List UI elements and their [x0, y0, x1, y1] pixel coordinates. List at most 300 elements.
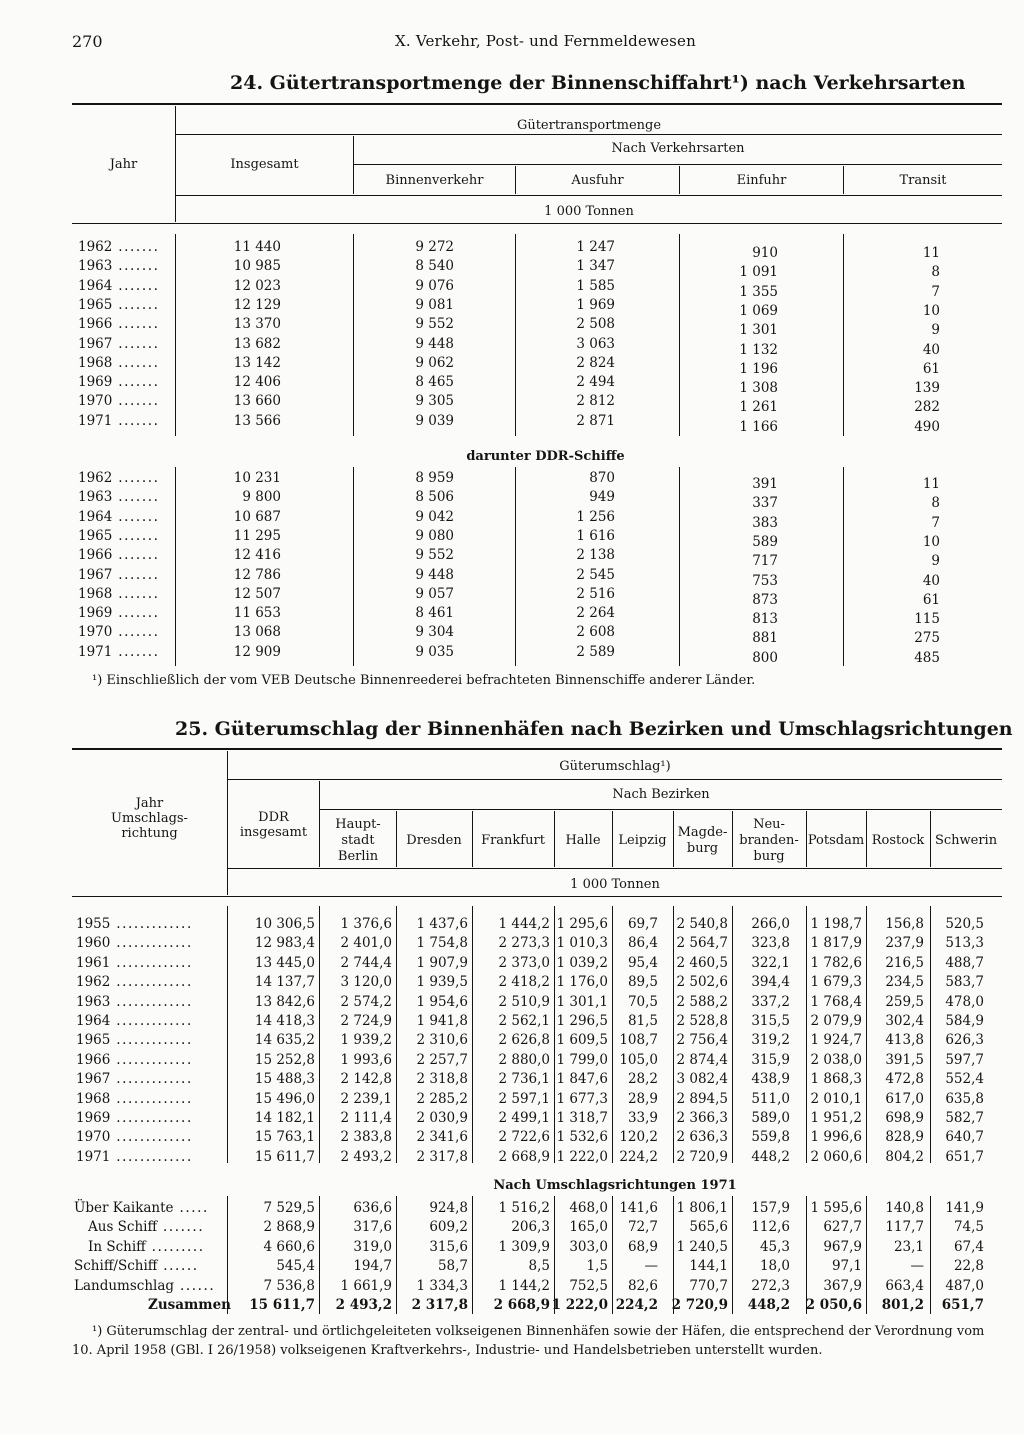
table-cell: 10 231	[233, 470, 281, 486]
table-cell: 282	[914, 399, 940, 416]
table-cell: 1 679,3	[810, 974, 862, 991]
table-cell: 2 493,2	[335, 1297, 392, 1313]
table-cell: 2 545	[576, 566, 615, 583]
column-divider	[319, 906, 320, 1163]
table-cell: 15 611,7	[249, 1297, 315, 1313]
table-25-footnote-line-1: ¹) Güterumschlag der zentral- und örtlichgeleiteten volkseigenen Binnenhäfen sowie der Häfen, die entsprechend der Verordnung vom	[92, 1324, 985, 1339]
table-cell: 583,7	[945, 974, 984, 991]
table-cell: 112,6	[751, 1219, 790, 1236]
table-cell: 1 347	[576, 258, 615, 275]
column-group-header: Gütertransportmenge	[516, 118, 662, 133]
table-cell: 303,0	[569, 1238, 608, 1255]
table-cell: 115	[914, 611, 940, 628]
table-cell: 13 445,0	[254, 954, 315, 971]
row-label-year	[76, 994, 193, 1011]
row-label-year	[78, 316, 160, 333]
year: 1966	[76, 1051, 111, 1068]
table-cell: 1 334,3	[416, 1277, 468, 1294]
table-cell: 1 444,2	[498, 916, 550, 932]
row-label-year	[76, 935, 193, 952]
table-cell: 302,4	[885, 1013, 924, 1029]
table-cell: 1 939,5	[416, 974, 468, 991]
column-divider	[319, 1196, 320, 1314]
table-cell: 752,5	[569, 1277, 608, 1294]
table-cell: 1 532,6	[556, 1129, 608, 1146]
table-cell: 698,9	[885, 1110, 924, 1126]
column-divider	[353, 467, 354, 666]
table-cell: 1 969	[576, 296, 615, 313]
table-cell: 81,5	[627, 1013, 658, 1029]
rule	[176, 195, 1002, 196]
table-cell: 9 042	[415, 508, 454, 525]
table-cell: 2 564,7	[676, 935, 728, 952]
table-cell: 1 240,5	[676, 1238, 728, 1255]
column-divider	[396, 906, 397, 1163]
direction-name: Zusammen	[148, 1297, 231, 1313]
table-cell: 2 574,2	[340, 993, 392, 1010]
table-cell: 337,2	[751, 993, 790, 1010]
table-cell: 68,9	[627, 1238, 658, 1255]
table-cell: 337	[752, 495, 778, 512]
table-cell: 2 317,8	[411, 1297, 468, 1313]
year: 1970	[78, 624, 113, 641]
table-cell: 804,2	[885, 1148, 924, 1165]
table-cell: 2 668,9	[493, 1297, 550, 1313]
table-cell: 873	[752, 591, 778, 608]
table-cell: 12 023	[233, 277, 281, 294]
table-cell: 224,2	[619, 1148, 658, 1165]
leader-dots: .......	[112, 566, 160, 583]
table-cell: 1 939,2	[340, 1032, 392, 1049]
table-cell: 2 079,9	[810, 1013, 862, 1029]
table-cell: 141,9	[945, 1200, 984, 1216]
table-cell: 13 682	[233, 335, 281, 352]
column-header-bezirk: Magde-	[677, 825, 728, 840]
table-cell: 15 496,0	[254, 1090, 315, 1107]
table-cell: 141,6	[619, 1200, 658, 1216]
table-cell: 10 687	[233, 508, 281, 525]
table-cell: 8	[931, 264, 940, 281]
table-cell: 520,5	[945, 916, 984, 932]
table-cell: 367,9	[823, 1277, 862, 1294]
table-cell: 70,5	[627, 993, 658, 1010]
year: 1964	[78, 508, 113, 525]
row-label-year	[78, 336, 160, 353]
column-header-ddr: insgesamt	[239, 825, 308, 840]
table-cell: 317,6	[353, 1219, 392, 1236]
table-cell: 584,9	[945, 1013, 984, 1029]
table-cell: 8 465	[415, 374, 454, 391]
table-cell: 2 589	[576, 643, 615, 660]
year: 1965	[78, 296, 113, 313]
table-cell: 468,0	[569, 1200, 608, 1216]
table-cell: 28,2	[627, 1071, 658, 1088]
column-header-bezirk: Frankfurt	[481, 833, 545, 848]
table-cell: 45,3	[759, 1238, 790, 1255]
column-divider	[673, 906, 674, 1163]
table-cell: 11 440	[233, 239, 281, 255]
row-label-year	[78, 239, 160, 256]
table-cell: 1 132	[739, 341, 778, 358]
table-cell: 12 507	[233, 585, 281, 602]
table-cell: 1 924,7	[810, 1032, 862, 1049]
table-cell: 413,8	[885, 1032, 924, 1049]
table-cell: 1 198,7	[810, 916, 862, 932]
leader-dots: .............	[110, 1148, 193, 1165]
column-header-insgesamt: Insgesamt	[230, 157, 299, 172]
table-cell: 1 951,2	[810, 1110, 862, 1126]
table-cell: 319,2	[751, 1032, 790, 1049]
table-cell: 140,8	[885, 1200, 924, 1216]
unit-label: 1 000 Tonnen	[570, 877, 660, 892]
leader-dots: .............	[110, 935, 193, 952]
column-header-bezirk: Haupt-	[335, 817, 381, 832]
year: 1970	[78, 393, 113, 410]
direction-name: Schiff/Schiff	[74, 1258, 158, 1275]
table-cell: 2 318,8	[416, 1071, 468, 1088]
table-cell: 3 120,0	[340, 974, 392, 991]
column-divider	[175, 234, 176, 436]
table-cell: 74,5	[953, 1219, 984, 1236]
row-label-year	[78, 547, 160, 564]
leader-dots: .......	[112, 258, 160, 275]
table-cell: 640,7	[945, 1129, 984, 1146]
table-cell: 813	[752, 611, 778, 628]
column-divider	[554, 906, 555, 1163]
column-divider	[930, 906, 931, 1163]
leader-dots: .......	[112, 354, 160, 371]
row-label-year	[78, 644, 160, 661]
table-cell: 8 540	[415, 258, 454, 275]
table-cell: 156,8	[885, 916, 924, 932]
year: 1962	[78, 470, 113, 486]
table-cell: 1 806,1	[676, 1200, 728, 1216]
row-label-year	[78, 413, 160, 430]
year: 1962	[76, 974, 111, 991]
leader-dots: .............	[110, 1071, 193, 1088]
column-divider	[396, 1196, 397, 1314]
column-header-einfuhr: Einfuhr	[736, 173, 787, 188]
table-cell: 9 035	[415, 643, 454, 660]
table-cell: 67,4	[953, 1238, 984, 1255]
table-cell: 589	[752, 533, 778, 550]
leader-dots: .......	[112, 412, 160, 429]
leader-dots: .......	[112, 296, 160, 313]
table-cell: 11	[922, 476, 940, 492]
column-divider	[843, 234, 844, 436]
leader-dots: .......	[112, 547, 160, 564]
table-cell: 1 941,8	[416, 1013, 468, 1029]
table-cell: 478,0	[945, 993, 984, 1010]
table-cell: 487,0	[945, 1277, 984, 1294]
section-subheading: darunter DDR-Schiffe	[466, 449, 625, 464]
table-cell: 472,8	[885, 1071, 924, 1088]
column-header-bezirk: burg	[686, 841, 719, 856]
table-cell: 315,9	[751, 1051, 790, 1068]
table-cell: 259,5	[885, 993, 924, 1010]
table-cell: 1 782,6	[810, 954, 862, 971]
leader-dots: .......	[112, 605, 160, 622]
table-cell: 14 635,2	[254, 1032, 315, 1049]
column-divider	[679, 234, 680, 436]
table-cell: 2 562,1	[498, 1013, 550, 1029]
table-cell: 315,6	[429, 1238, 468, 1255]
leader-dots: .......	[112, 585, 160, 602]
table-cell: 13 370	[233, 316, 281, 333]
table-cell: 61	[922, 360, 940, 377]
column-header-bezirk: Neu-	[753, 817, 785, 832]
row-label-year	[78, 605, 160, 622]
table-cell: 2 756,4	[676, 1032, 728, 1049]
row-label-year	[78, 586, 160, 603]
column-header-jahr: Jahr	[109, 157, 138, 172]
rule	[72, 223, 1002, 224]
year: 1967	[78, 335, 113, 352]
table-cell: 206,3	[511, 1219, 550, 1236]
table-cell: 1 295,6	[556, 916, 608, 932]
table-cell: 1 847,6	[556, 1071, 608, 1088]
table-cell: 1 222,0	[551, 1297, 608, 1313]
row-label-year	[78, 470, 160, 487]
table-cell: 2 540,8	[676, 916, 728, 932]
column-header-transit: Transit	[899, 173, 947, 188]
table-cell: 319,0	[353, 1238, 392, 1255]
table-cell: 157,9	[751, 1200, 790, 1216]
rule	[354, 164, 1002, 165]
row-label-year	[78, 278, 160, 295]
table-cell: 28,9	[627, 1090, 658, 1107]
table-cell: 1 907,9	[416, 954, 468, 971]
table-cell: 627,7	[823, 1219, 862, 1236]
leader-dots: .............	[110, 916, 193, 932]
table-cell: 9 448	[415, 566, 454, 583]
leader-dots: .............	[110, 993, 193, 1010]
table-cell: 949	[589, 489, 615, 506]
table-cell: 9 057	[415, 585, 454, 602]
column-header-bezirk: branden-	[739, 833, 799, 848]
table-cell: 2 668,9	[498, 1148, 550, 1165]
direction-name: Aus Schiff	[88, 1219, 158, 1236]
column-divider	[612, 906, 613, 1163]
leader-dots: .......	[112, 393, 160, 410]
leader-dots: .......	[112, 316, 160, 333]
table-cell: 9	[931, 553, 940, 570]
table-cell: 2 264	[576, 605, 615, 622]
table-cell: 448,2	[751, 1148, 790, 1165]
table-cell: 589,0	[751, 1110, 790, 1126]
year: 1966	[78, 547, 113, 564]
rule	[228, 868, 1002, 869]
table-cell: 2 502,6	[676, 974, 728, 991]
table-cell: 9 080	[415, 527, 454, 544]
table-cell: 1 039,2	[556, 954, 608, 971]
table-cell: 8 461	[415, 605, 454, 622]
table-cell: 8 506	[415, 489, 454, 506]
table-cell: 2 868,9	[263, 1219, 315, 1236]
table-cell: 12 129	[233, 296, 281, 313]
table-24-title: 24. Gütertransportmenge der Binnenschiffahrt¹) nach Verkehrsarten	[230, 72, 966, 94]
row-label-direction	[148, 1297, 231, 1314]
table-cell: 11 295	[233, 527, 281, 544]
table-cell: 2 720,9	[676, 1148, 728, 1165]
table-cell: 86,4	[627, 935, 658, 952]
table-cell: 40	[922, 341, 940, 358]
unit-label: 1 000 Tonnen	[544, 204, 634, 219]
table-cell: 2 597,1	[498, 1090, 550, 1107]
table-cell: 10 306,5	[254, 916, 315, 932]
table-cell: 2 812	[576, 393, 615, 410]
column-header-bezirk: Berlin	[337, 849, 379, 864]
table-cell: 2 317,8	[416, 1148, 468, 1165]
table-cell: 194,7	[353, 1258, 392, 1275]
leader-dots: ......	[174, 1277, 216, 1294]
table-cell: 1 355	[739, 283, 778, 300]
column-divider	[866, 906, 867, 1163]
table-cell: 559,8	[751, 1129, 790, 1146]
leader-dots: .......	[112, 527, 160, 544]
table-cell: 322,1	[751, 954, 790, 971]
table-cell: 58,7	[437, 1258, 468, 1275]
table-cell: 1 993,6	[340, 1051, 392, 1068]
table-cell: 485	[914, 649, 940, 666]
table-cell: 1 318,7	[556, 1110, 608, 1126]
row-label-year	[76, 1052, 193, 1069]
table-cell: 2 608	[576, 624, 615, 641]
direction-name: In Schiff	[88, 1238, 146, 1255]
year: 1964	[78, 277, 113, 294]
year: 1968	[76, 1090, 111, 1107]
table-cell: 7 536,8	[263, 1277, 315, 1294]
row-label-direction	[88, 1219, 204, 1236]
table-cell: 7	[931, 283, 940, 300]
row-label-year	[76, 1013, 193, 1030]
row-label-direction	[74, 1278, 215, 1295]
table-cell: 95,4	[627, 954, 658, 971]
table-cell: 18,0	[759, 1258, 790, 1275]
table-cell: 565,6	[689, 1219, 728, 1236]
table-cell: 1 768,4	[810, 993, 862, 1010]
table-cell: 1 196	[739, 360, 778, 377]
rule	[176, 134, 1002, 135]
table-cell: 635,8	[945, 1090, 984, 1107]
table-cell: 1 296,5	[556, 1013, 608, 1029]
table-cell: 1 309,9	[498, 1238, 550, 1255]
table-cell: 438,9	[751, 1071, 790, 1088]
table-25-footnote-line-2: 10. April 1958 (GBl. I 26/1958) volkseigenen Kraftverkehrs-, Industrie- und Handelsbetrieben unterstellt wurden.	[72, 1343, 823, 1358]
table-cell: 1 247	[576, 239, 615, 255]
table-cell: 1 091	[739, 264, 778, 281]
row-label-direction	[74, 1200, 209, 1217]
table-cell: 12 416	[233, 547, 281, 564]
column-divider	[679, 467, 680, 666]
rule	[320, 809, 1002, 810]
table-cell: 23,1	[893, 1238, 924, 1255]
table-cell: 2 499,1	[498, 1110, 550, 1126]
table-cell: 2 516	[576, 585, 615, 602]
table-cell: 2 460,5	[676, 954, 728, 971]
column-divider	[175, 467, 176, 666]
table-cell: 2 528,8	[676, 1013, 728, 1029]
leader-dots: .............	[110, 1051, 193, 1068]
direction-name: Über Kaikante	[74, 1200, 174, 1216]
table-cell: 1 585	[576, 277, 615, 294]
table-cell: 1 166	[739, 418, 778, 435]
column-header-bezirk: Halle	[565, 833, 601, 848]
table-cell: 3 063	[576, 335, 615, 352]
column-divider	[612, 1196, 613, 1314]
column-divider	[472, 906, 473, 1163]
year: 1971	[78, 643, 113, 660]
column-divider	[732, 1196, 733, 1314]
table-cell: 7	[931, 514, 940, 531]
table-cell: 11	[922, 245, 940, 261]
column-divider	[515, 234, 516, 436]
table-cell: 924,8	[429, 1200, 468, 1216]
table-cell: —	[644, 1258, 658, 1275]
year: 1971	[78, 412, 113, 429]
column-header-binnenverkehr: Binnenverkehr	[385, 173, 484, 188]
leader-dots: .......	[112, 489, 160, 506]
table-cell: 13 660	[233, 393, 281, 410]
table-cell: 13 142	[233, 354, 281, 371]
table-cell: 15 763,1	[254, 1129, 315, 1146]
table-cell: 2 626,8	[498, 1032, 550, 1049]
top-rule	[72, 748, 1002, 750]
table-cell: 1 996,6	[810, 1129, 862, 1146]
table-cell: 105,0	[619, 1051, 658, 1068]
table-cell: 636,6	[353, 1200, 392, 1216]
rule	[72, 896, 1002, 897]
table-cell: 165,0	[569, 1219, 608, 1236]
table-cell: 2 138	[576, 547, 615, 564]
table-cell: 511,0	[751, 1090, 790, 1107]
column-header-ddr: DDR	[258, 810, 289, 825]
table-cell: 391,5	[885, 1051, 924, 1068]
column-header-bezirk: stadt	[341, 833, 375, 848]
row-label-year	[76, 974, 193, 991]
leader-dots: .............	[110, 1013, 193, 1029]
row-label-year	[76, 1032, 193, 1049]
row-label-year	[76, 1149, 193, 1166]
table-cell: 1 799,0	[556, 1051, 608, 1068]
column-header-bezirk: Leipzig	[618, 833, 667, 848]
row-label-year	[76, 955, 193, 972]
row-label-direction	[74, 1258, 199, 1275]
table-cell: 1 376,6	[340, 916, 392, 932]
table-cell: 651,7	[941, 1297, 984, 1313]
table-cell: 61	[922, 591, 940, 608]
year: 1963	[78, 489, 113, 506]
table-cell: 97,1	[831, 1258, 862, 1275]
row-label-year	[78, 567, 160, 584]
table-cell: 9 800	[242, 489, 281, 506]
table-cell: 10	[922, 302, 940, 319]
table-cell: 2 510,9	[498, 993, 550, 1010]
table-cell: 2 880,0	[498, 1051, 550, 1068]
leader-dots: .......	[112, 624, 160, 641]
table-cell: 1 661,9	[340, 1277, 392, 1294]
table-cell: 266,0	[751, 916, 790, 932]
table-cell: 383	[752, 514, 778, 531]
table-cell: 40	[922, 572, 940, 589]
table-cell: 800	[752, 649, 778, 666]
table-cell: 216,5	[885, 954, 924, 971]
row-label-year	[78, 258, 160, 275]
table-cell: 2 383,8	[340, 1129, 392, 1146]
leader-dots: ......	[157, 1258, 199, 1275]
column-divider	[515, 467, 516, 666]
row-label-year	[76, 1091, 193, 1108]
